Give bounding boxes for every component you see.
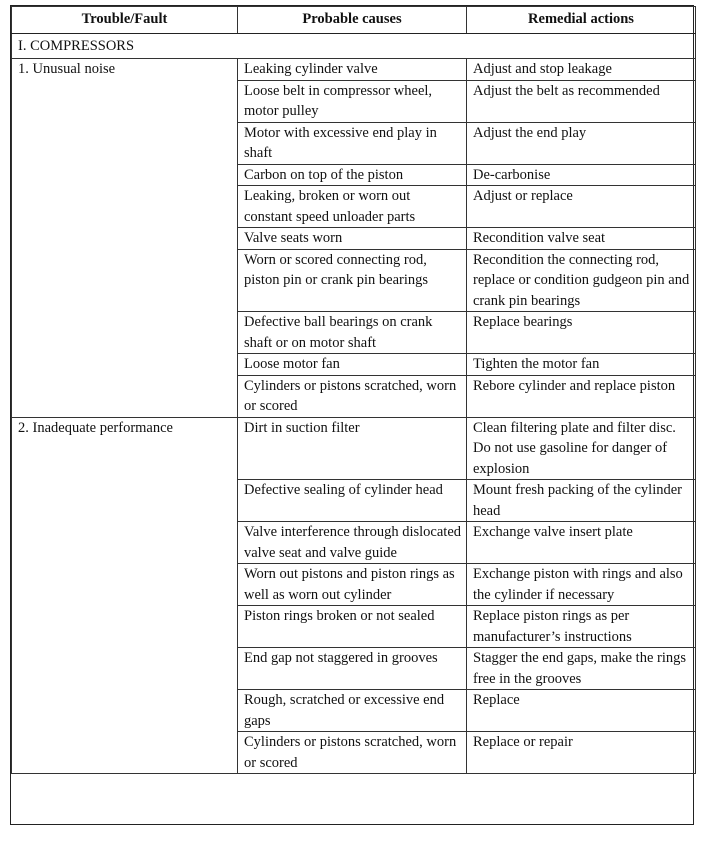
troubleshooting-table xyxy=(11,6,696,774)
action-cell: Recondition valve seat xyxy=(467,228,696,250)
cause-cell: Worn or scored connecting rod, piston pin or crank pin bearings xyxy=(238,249,467,312)
fault-cell: 1. Unusual noise xyxy=(12,59,238,418)
action-cell: Exchange valve insert plate xyxy=(467,522,696,564)
cause-cell: Defective ball bearings on crank shaft or on motor shaft xyxy=(238,312,467,354)
cause-cell: End gap not staggered in grooves xyxy=(238,648,467,690)
cause-cell: Piston rings broken or not sealed xyxy=(238,606,467,648)
header-remedial-actions: Remedial actions xyxy=(467,7,696,34)
action-cell: De-carbonise xyxy=(467,164,696,186)
action-cell: Recondition the connecting rod, replace or condition gudgeon pin and crank pin bearings xyxy=(467,249,696,312)
table-row xyxy=(12,417,696,480)
cause-cell: Cylinders or pistons scratched, worn or scored xyxy=(238,375,467,417)
action-cell: Replace or repair xyxy=(467,732,696,774)
action-cell: Mount fresh packing of the cylinder head xyxy=(467,480,696,522)
cause-cell: Valve seats worn xyxy=(238,228,467,250)
cause-cell: Worn out pistons and piston rings as well as worn out cylinder xyxy=(238,564,467,606)
cause-cell: Loose belt in compressor wheel, motor pulley xyxy=(238,80,467,122)
action-cell: Adjust the end play xyxy=(467,122,696,164)
action-cell: Replace bearings xyxy=(467,312,696,354)
cause-cell: Rough, scratched or excessive end gaps xyxy=(238,690,467,732)
table-header-row xyxy=(12,7,696,34)
section-row xyxy=(12,33,696,59)
cause-cell: Loose motor fan xyxy=(238,354,467,376)
cause-cell: Carbon on top of the piston xyxy=(238,164,467,186)
header-trouble-fault: Trouble/Fault xyxy=(12,7,238,34)
table-row xyxy=(12,59,696,81)
cause-cell: Valve interference through dislocated valve seat and valve guide xyxy=(238,522,467,564)
fault-cell: 2. Inadequate performance xyxy=(12,417,238,774)
action-cell: Adjust the belt as recommended xyxy=(467,80,696,122)
section-title: I. COMPRESSORS xyxy=(12,33,696,59)
action-cell: Replace piston rings as per manufacturer’s instructions xyxy=(467,606,696,648)
action-cell: Adjust and stop leakage xyxy=(467,59,696,81)
header-probable-causes: Probable causes xyxy=(238,7,467,34)
cause-cell: Dirt in suction filter xyxy=(238,417,467,480)
action-cell: Clean filtering plate and filter disc. Do not use gasoline for danger of explosion xyxy=(467,417,696,480)
action-cell: Adjust or replace xyxy=(467,186,696,228)
action-cell: Stagger the end gaps, make the rings free in the grooves xyxy=(467,648,696,690)
action-cell: Replace xyxy=(467,690,696,732)
cause-cell: Leaking, broken or worn out constant speed unloader parts xyxy=(238,186,467,228)
action-cell: Rebore cylinder and replace piston xyxy=(467,375,696,417)
troubleshooting-table-frame xyxy=(10,5,694,825)
action-cell: Exchange piston with rings and also the cylinder if necessary xyxy=(467,564,696,606)
action-cell: Tighten the motor fan xyxy=(467,354,696,376)
cause-cell: Motor with excessive end play in shaft xyxy=(238,122,467,164)
cause-cell: Leaking cylinder valve xyxy=(238,59,467,81)
cause-cell: Cylinders or pistons scratched, worn or scored xyxy=(238,732,467,774)
cause-cell: Defective sealing of cylinder head xyxy=(238,480,467,522)
